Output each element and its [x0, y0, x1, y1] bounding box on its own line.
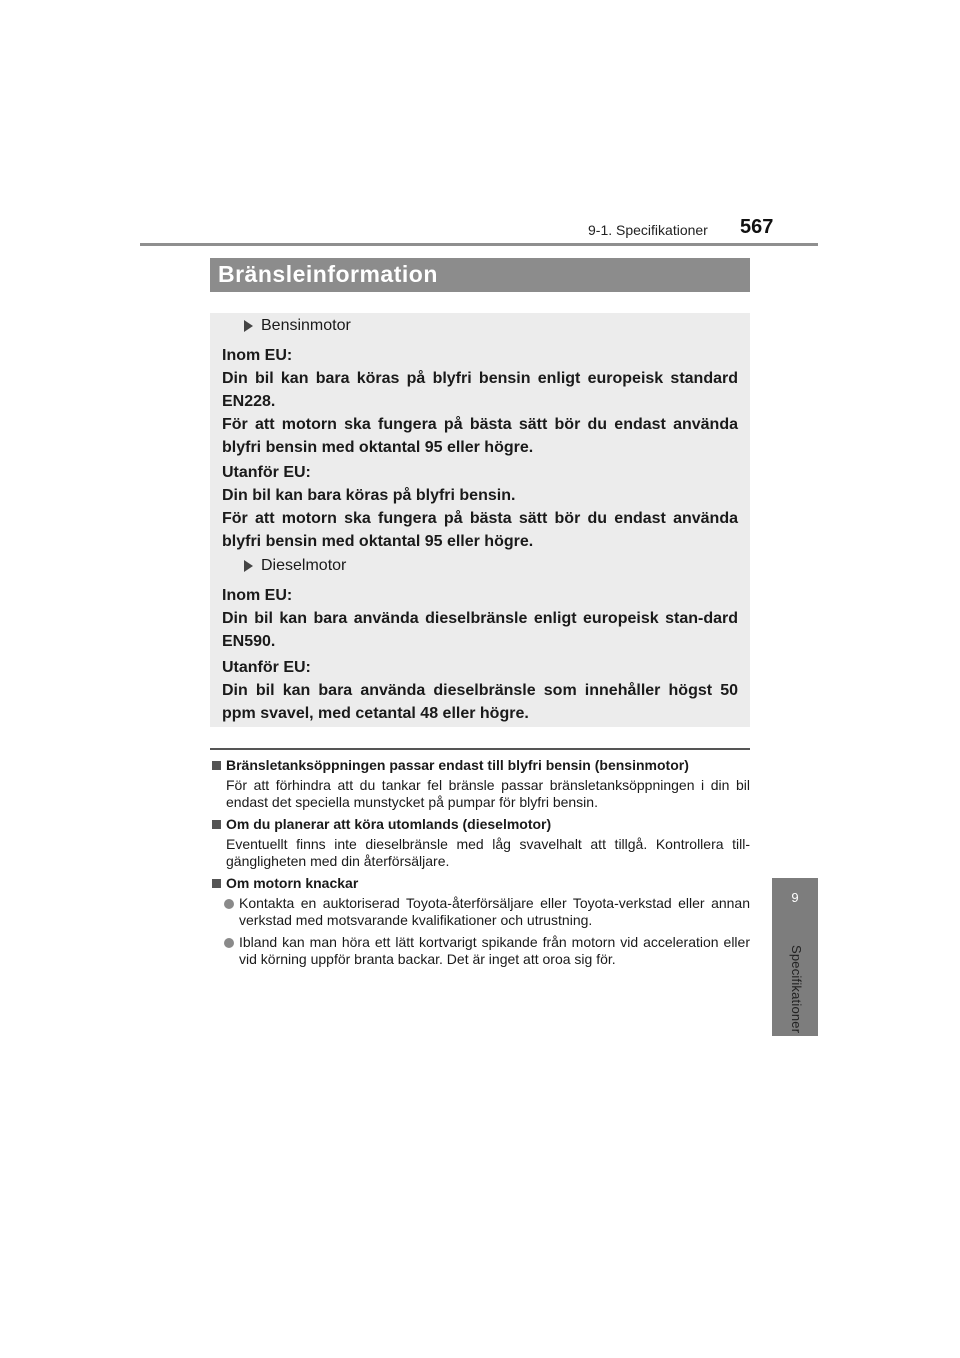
note-fuel-filler — [210, 757, 750, 811]
square-bullet-icon — [212, 820, 221, 829]
section-title-bar — [210, 258, 750, 292]
chapter-number: 9 — [791, 890, 799, 905]
petrol-noneu-unleaded: Din bil kan bara köras på blyfri bensin. — [222, 487, 516, 504]
page-number: 567 — [740, 216, 774, 238]
list-item — [224, 934, 750, 968]
note-knocking-contact: Kontakta en auktoriserad Toyota-återförsäljare eller Toyota-verkstad eller annan verkstad med motsvarande kvalifikationer och utrustning. — [239, 895, 750, 928]
petrol-noneu-octane: För att motorn ska fungera på bästa sätt bör du endast använda blyfri bensin med oktantal 95 eller högre. — [222, 510, 738, 550]
diesel-heading — [222, 557, 346, 575]
diesel-eu-label: Inom EU: — [222, 587, 293, 604]
notes-section — [210, 757, 750, 968]
circle-bullet-icon — [224, 938, 234, 948]
fuel-info-box — [210, 313, 750, 727]
petrol-eu-octane: För att motorn ska fungera på bästa sätt bör du endast använda blyfri bensin med oktantal 95 eller högre. — [222, 416, 738, 456]
note-fuel-filler-text: För att förhindra att du tankar fel bränsle passar bränsletanksöppningen i din bil endast det speciella munstycket på pumpar för blyfri bensin. — [226, 777, 750, 810]
square-bullet-icon — [212, 879, 221, 888]
diesel-noneu-label: Utanför EU: — [222, 659, 311, 676]
arrow-right-icon — [244, 320, 253, 332]
petrol-eu-standard: Din bil kan bara köras på blyfri bensin enligt europeisk standard EN228. — [222, 370, 738, 410]
petrol-heading-label: Bensinmotor — [261, 317, 351, 334]
note-knocking-spark: Ibland kan man höra ett lätt kortvarigt spikande från motorn vid acceleration eller vid körning uppför branta backar. Det är inget att oroa sig för. — [239, 934, 750, 967]
note-abroad — [210, 816, 750, 870]
section-header: 9-1. Specifikationer — [588, 222, 708, 238]
circle-bullet-icon — [224, 899, 234, 909]
chapter-label: Specifikationer — [789, 945, 804, 1034]
list-item — [224, 895, 750, 929]
note-knocking-heading: Om motorn knackar — [226, 875, 359, 891]
petrol-heading — [222, 317, 351, 335]
petrol-eu-label: Inom EU: — [222, 347, 293, 364]
diesel-noneu-block — [222, 656, 738, 725]
square-bullet-icon — [212, 761, 221, 770]
note-fuel-filler-heading: Bränsletanksöppningen passar endast till blyfri bensin (bensinmotor) — [226, 757, 689, 773]
diesel-eu-block — [222, 584, 738, 653]
section-title: Bränsleinformation — [218, 261, 438, 287]
petrol-noneu-label: Utanför EU: — [222, 464, 311, 481]
notes-divider — [210, 748, 750, 750]
diesel-heading-label: Dieselmotor — [261, 557, 347, 574]
note-fuel-filler-title — [210, 757, 750, 774]
diesel-noneu-sulfur: Din bil kan bara använda dieselbränsle som innehåller högst 50 ppm svavel, med cetantal 48 eller högre. — [222, 682, 738, 722]
arrow-right-icon — [244, 560, 253, 572]
note-abroad-text: Eventuellt finns inte dieselbränsle med låg svavelhalt att tillgå. Kontrollera till-gängligheten med din återförsäljare. — [226, 836, 750, 869]
note-abroad-heading: Om du planerar att köra utomlands (dieselmotor) — [226, 816, 552, 832]
note-knocking-title — [210, 875, 750, 892]
petrol-eu-block — [222, 344, 738, 459]
note-abroad-title — [210, 816, 750, 833]
petrol-noneu-block — [222, 461, 738, 553]
header-divider — [140, 243, 818, 246]
diesel-eu-standard: Din bil kan bara använda dieselbränsle enligt europeisk stan-dard EN590. — [222, 610, 738, 650]
note-knocking — [210, 875, 750, 968]
